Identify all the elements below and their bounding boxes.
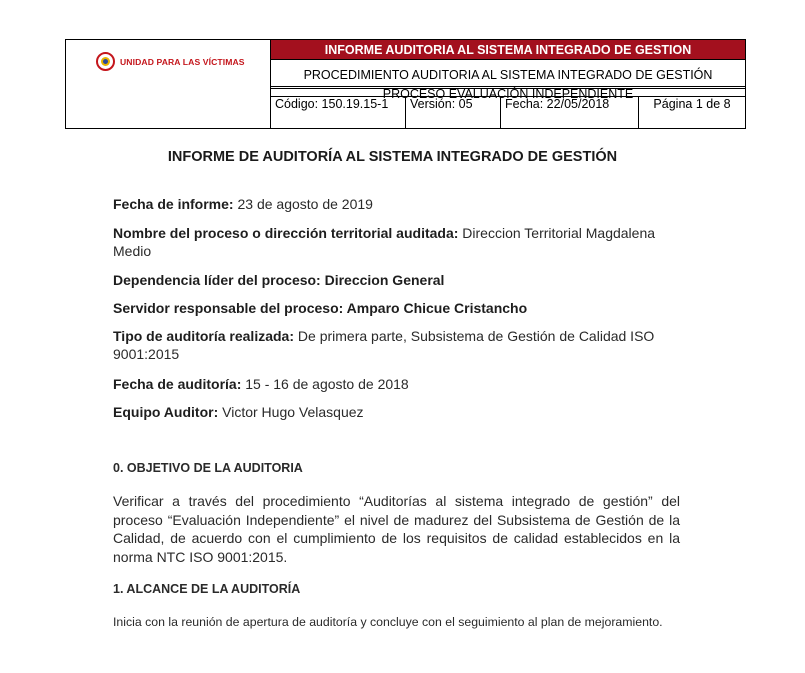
field-responsible-server [113, 299, 693, 317]
field-label: Fecha de informe: [113, 196, 234, 212]
field-value: 23 de agosto de 2019 [233, 196, 373, 212]
section-text-objective: Verificar a través del procedimiento “Auditorías al sistema integrado de gestión” del proceso “Evaluación Independiente” el nivel de madurez del Subsistema de Gestión de la Calidad, de acuerdo con el cumplimiento de los requisitos de calidad establecidos en la norma NTC ISO 9001:2015. [113, 493, 680, 565]
document-header [65, 39, 746, 129]
procedure-name: PROCEDIMIENTO AUDITORIA AL SISTEMA INTEGRADO DE GESTIÓN [303, 68, 713, 82]
document-code: Código: 150.19.15-1 [271, 97, 406, 128]
field-value: De primera parte, Subsistema de Gestión de Calidad ISO 9001:2015 [113, 328, 655, 362]
logo-text: UNIDAD PARA LAS VÍCTIMAS [120, 56, 245, 67]
field-label: Tipo de auditoría realizada: [113, 328, 295, 344]
field-report-date [113, 195, 693, 213]
section-text-scope: Inicia con la reunión de apertura de auditoría y concluye con el seguimiento al plan de mejoramiento. [113, 615, 663, 629]
field-audit-team [113, 403, 693, 421]
field-label: Servidor responsable del proceso: Amparo Chicue Cristancho [113, 300, 528, 316]
page-number: Página 1 de 8 [653, 97, 731, 111]
field-value: Direccion Territorial Magdalena Medio [113, 225, 656, 259]
section-heading-scope: 1. ALCANCE DE LA AUDITORÍA [113, 582, 301, 596]
field-value: 15 - 16 de agosto de 2018 [241, 376, 409, 392]
field-audit-type [113, 327, 693, 363]
procedure-row [271, 60, 745, 101]
coat-of-arms-icon [96, 52, 115, 71]
field-lead-dependency [113, 271, 693, 289]
field-label: Nombre del proceso o dirección territorial auditada: [113, 225, 459, 241]
document-date: Fecha: 22/05/2018 [501, 97, 639, 128]
section-heading-objective: 0. OBJETIVO DE LA AUDITORIA [113, 461, 303, 475]
field-audit-date [113, 375, 693, 393]
process-name: PROCESO EVALUACIÓN INDEPENDIENTE [271, 86, 745, 101]
logo [96, 52, 245, 71]
field-label: Equipo Auditor: [113, 404, 219, 420]
logo-cell [66, 40, 271, 128]
field-label: Dependencia líder del proceso: Direccion General [113, 272, 445, 288]
document-meta-row [271, 96, 745, 128]
field-label: Fecha de auditoría: [113, 376, 242, 392]
document-version: Versión: 05 [406, 97, 501, 128]
field-audited-process [113, 224, 693, 260]
page-title: INFORME DE AUDITORÍA AL SISTEMA INTEGRADO DE GESTIÓN [167, 149, 618, 165]
field-value: Victor Hugo Velasquez [218, 404, 364, 420]
report-title-bar: INFORME AUDITORIA AL SISTEMA INTEGRADO DE GESTION [271, 40, 745, 60]
